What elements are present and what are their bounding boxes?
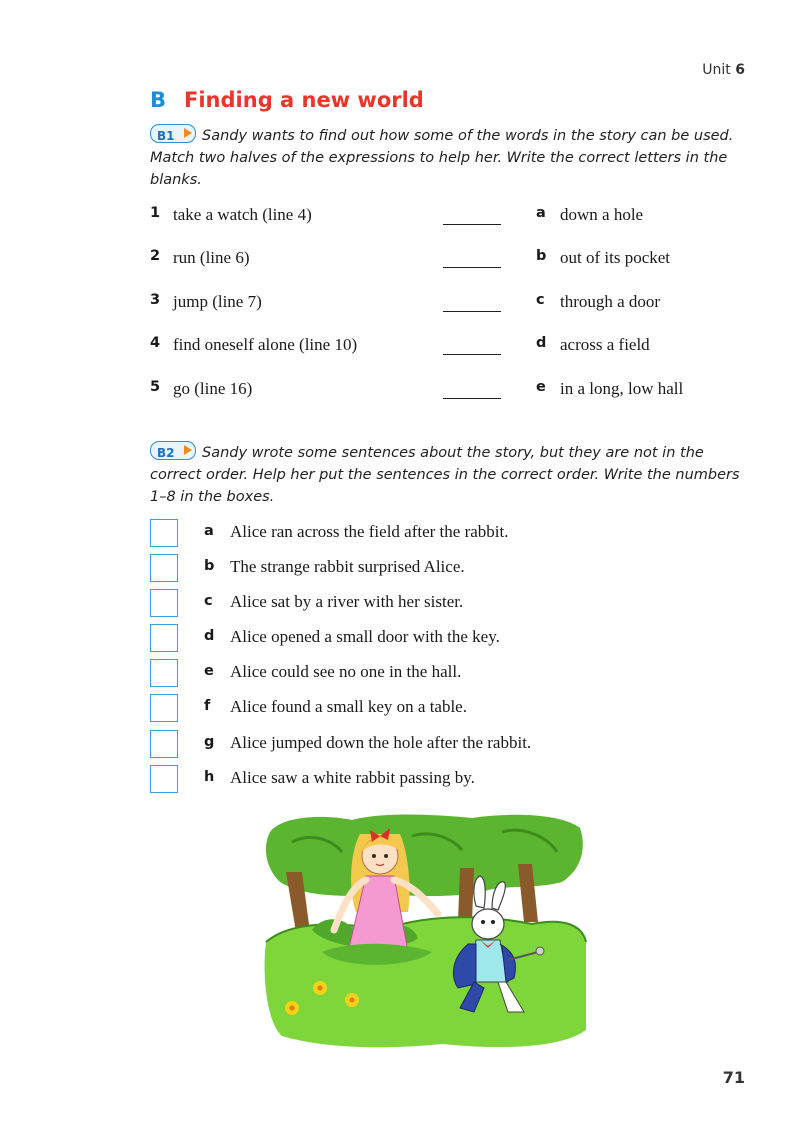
answer-blank[interactable] [443,398,501,399]
answer-blank[interactable] [443,267,501,268]
order-number-box[interactable] [150,589,178,617]
item-number: 2 [150,248,161,264]
order-number-box[interactable] [150,730,178,758]
order-row [150,694,750,724]
sentence-text: The strange rabbit surprised Alice. [230,557,465,576]
sentence-letter: f [204,698,211,714]
answer-blank[interactable] [443,224,501,225]
b2-badge [150,441,196,460]
order-number-box[interactable] [150,554,178,582]
order-number-box[interactable] [150,624,178,652]
b1-badge [150,124,196,143]
sentence-letter: d [204,628,215,644]
item-expression: find oneself alone (line 10) [173,335,358,354]
alice-rabbit-illustration [262,812,588,1050]
sentence-letter: g [204,734,215,750]
ending-text: down a hole [560,205,644,224]
sentence-text: Alice found a small key on a table. [230,697,467,716]
sentence-text: Alice sat by a river with her sister. [230,592,464,611]
ending-text: through a door [560,292,661,311]
tree-trunk [458,868,474,922]
ending-letter: c [536,292,545,308]
sentence-text: Alice jumped down the hole after the rabbit. [230,733,532,752]
ending-text: out of its pocket [560,248,671,267]
section-title [150,88,424,112]
page-number: 71 [722,1068,745,1087]
b1-instruction-text: Sandy wants to find out how some of the words in the story can be used. Match two halves of the expressions to help her. Write the correct letters in the blanks. [150,128,734,188]
b2-instruction-text: Sandy wrote some sentences about the story, but they are not in the correct order. Help her put the sentences in the correct order. Write the numbers 1–8 in the boxes. [150,445,740,505]
item-number: 3 [150,292,161,308]
order-number-box[interactable] [150,519,178,547]
match-row [150,248,750,270]
sentence-letter: e [204,663,214,679]
sentence-letter: b [204,558,215,574]
order-row [150,624,750,654]
item-expression: take a watch (line 4) [173,205,312,224]
match-row [150,335,750,357]
order-row [150,554,750,584]
item-expression: run (line 6) [173,248,250,267]
b2-badge-label: B2 [157,446,175,460]
ending-text: in a long, low hall [560,379,684,398]
answer-blank[interactable] [443,311,501,312]
sentence-letter: h [204,769,215,785]
ending-letter: d [536,335,547,351]
green-field [265,917,586,1047]
match-row [150,379,750,401]
b1-instruction [150,124,740,191]
item-number: 1 [150,205,161,221]
order-row [150,730,750,760]
order-row [150,519,750,549]
sentence-text: Alice saw a white rabbit passing by. [230,768,475,787]
answer-blank[interactable] [443,354,501,355]
tree-canopy [266,815,583,897]
order-number-box[interactable] [150,694,178,722]
section-letter: B [150,88,167,112]
sentence-text: Alice ran across the field after the rabbit. [230,522,509,541]
unit-number: 6 [735,62,745,78]
item-number: 4 [150,335,161,351]
ending-letter: b [536,248,547,264]
order-row [150,659,750,689]
sentence-text: Alice could see no one in the hall. [230,662,462,681]
item-number: 5 [150,379,161,395]
item-expression: go (line 16) [173,379,253,398]
order-row [150,765,750,795]
unit-label [702,62,745,78]
b2-instruction [150,441,740,508]
order-number-box[interactable] [150,765,178,793]
section-heading: Finding a new world [184,88,424,112]
order-row [150,589,750,619]
match-row [150,205,750,227]
ending-text: across a field [560,335,650,354]
play-arrow-icon [184,128,192,138]
unit-label-text: Unit [702,62,731,78]
match-row [150,292,750,314]
b1-badge-label: B1 [157,129,175,143]
play-arrow-icon [184,445,192,455]
ending-letter: e [536,379,546,395]
sentence-letter: a [204,523,214,539]
ending-letter: a [536,205,546,221]
order-number-box[interactable] [150,659,178,687]
sentence-text: Alice opened a small door with the key. [230,627,500,646]
sentence-letter: c [204,593,213,609]
item-expression: jump (line 7) [173,292,262,311]
